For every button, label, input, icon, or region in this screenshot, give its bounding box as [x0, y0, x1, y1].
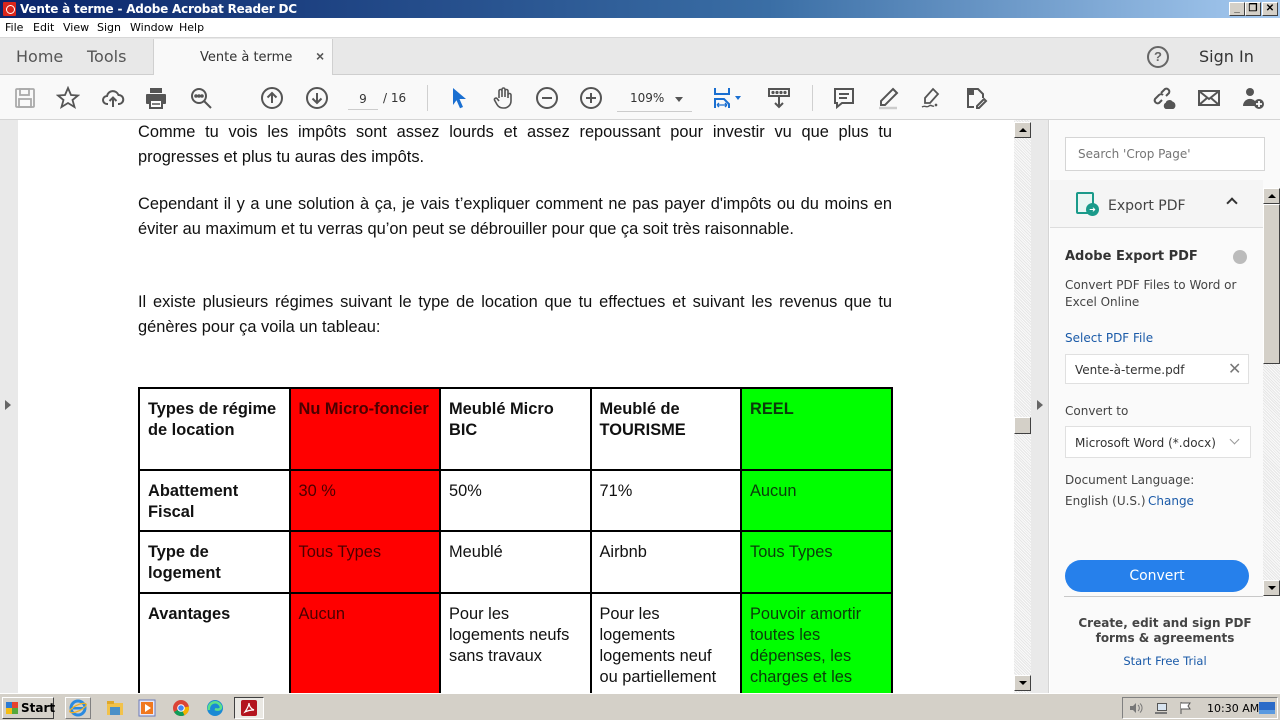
menu-sign[interactable]: Sign — [97, 21, 121, 34]
highlight-icon[interactable] — [875, 85, 901, 111]
menu-window[interactable]: Window — [130, 21, 174, 34]
promo-text: Create, edit and sign PDF — [1078, 616, 1252, 630]
promo-text: forms & agreements — [1095, 631, 1235, 645]
tab-home[interactable]: Home — [16, 47, 64, 66]
page-number-input[interactable] — [348, 88, 378, 110]
tab-tools[interactable]: Tools — [87, 47, 127, 66]
table-cell: Type de logement — [139, 531, 290, 593]
comment-icon[interactable] — [831, 85, 857, 111]
volume-icon[interactable] — [1129, 701, 1143, 715]
table-cell: Abattement Fiscal — [139, 470, 290, 531]
sign-in-button[interactable]: Sign In — [1199, 47, 1254, 66]
menu-view[interactable]: View — [63, 21, 90, 34]
table-cell: 30 % — [290, 470, 441, 531]
convert-button[interactable]: Convert — [1065, 560, 1249, 592]
select-pdf-file-link[interactable]: Select PDF File — [1065, 331, 1154, 345]
tools-pane — [1050, 120, 1280, 693]
table-cell: Airbnb — [591, 531, 742, 593]
table-cell: Tous Types — [741, 531, 892, 593]
zoom-level-value: 109% — [630, 91, 665, 105]
chrome-icon[interactable] — [168, 697, 194, 719]
start-button[interactable]: Start — [2, 697, 54, 719]
tools-pane-scrollbar[interactable] — [1263, 188, 1280, 596]
email-icon[interactable] — [1196, 85, 1222, 111]
window-title: Vente à terme - Adobe Acrobat Reader DC — [20, 2, 297, 16]
table-row — [139, 593, 892, 703]
tab-document[interactable] — [153, 39, 333, 76]
menu-file[interactable]: File — [5, 21, 24, 34]
scroll-down-button[interactable] — [1263, 580, 1280, 596]
bookmark-star-icon[interactable] — [55, 85, 81, 111]
menu-bar — [0, 18, 1280, 38]
expand-left-pane-icon[interactable] — [5, 400, 11, 410]
next-page-icon[interactable] — [304, 85, 330, 111]
section-title: Adobe Export PDF — [1065, 249, 1198, 264]
table-cell: Pour les logements logements neuf ou partiellement — [591, 593, 742, 703]
show-desktop-icon[interactable] — [1259, 701, 1275, 715]
chevron-up-icon[interactable] — [1226, 197, 1237, 208]
minimize-button[interactable]: _ — [1229, 2, 1245, 16]
table-cell: Pour les logements neufs sans travaux — [440, 593, 591, 703]
table-cell: Meublé de TOURISME — [591, 388, 742, 470]
hand-tool-icon[interactable] — [490, 85, 516, 111]
scroll-up-button[interactable] — [1263, 188, 1280, 204]
network-icon[interactable] — [1154, 701, 1168, 715]
print-icon[interactable] — [143, 85, 169, 111]
toolbar-divider — [427, 85, 428, 111]
change-language-link[interactable]: Change — [1148, 494, 1194, 508]
export-pdf-header[interactable] — [1050, 180, 1263, 228]
find-zoom-icon[interactable] — [188, 85, 214, 111]
clock[interactable]: 10:30 AM — [1207, 702, 1260, 715]
select-cursor-icon[interactable] — [446, 85, 472, 111]
edge-icon[interactable] — [202, 697, 228, 719]
section-description: Convert PDF Files to Word or Excel Online — [1065, 278, 1237, 309]
page-total: / 16 — [383, 91, 407, 105]
selected-file-name: Vente-à-terme.pdf — [1075, 363, 1185, 377]
scroll-up-button[interactable] — [1014, 122, 1031, 138]
acrobat-app-icon — [3, 2, 16, 16]
table-cell: Avantages — [139, 593, 290, 703]
close-tab-icon[interactable]: × — [316, 48, 325, 64]
windows-logo-icon — [6, 702, 18, 714]
pdf-page — [18, 120, 1014, 693]
table-cell: Tous Types — [290, 531, 441, 593]
acrobat-reader-taskbar-icon[interactable] — [234, 697, 264, 719]
tool-search-input[interactable] — [1065, 137, 1265, 171]
export-pdf-label: Export PDF — [1108, 198, 1186, 214]
action-center-flag-icon[interactable] — [1179, 701, 1193, 715]
help-icon[interactable]: ? — [1147, 46, 1169, 68]
zoom-out-icon[interactable] — [534, 85, 560, 111]
share-link-icon[interactable] — [1151, 85, 1177, 111]
document-tab-label: Vente à terme — [200, 50, 293, 65]
zoom-in-icon[interactable] — [578, 85, 604, 111]
table-cell: Pouvoir amortir toutes les dépenses, les charges et les — [741, 593, 892, 703]
add-user-icon[interactable] — [1240, 85, 1266, 111]
internet-explorer-icon[interactable] — [65, 697, 91, 719]
chevron-down-icon — [1230, 435, 1240, 445]
zoom-level-dropdown[interactable] — [617, 88, 692, 112]
document-viewer — [0, 120, 1034, 693]
media-player-icon[interactable] — [134, 697, 160, 719]
save-icon[interactable] — [12, 85, 38, 111]
left-pane-toggle[interactable] — [0, 120, 18, 693]
table-cell: Meublé Micro BIC — [440, 388, 591, 470]
scroll-mode-icon[interactable] — [766, 85, 792, 111]
document-language-label: Document Language: — [1065, 473, 1195, 487]
chevron-down-icon — [675, 97, 683, 102]
document-language-value: English (U.S.) — [1065, 494, 1146, 508]
close-window-button[interactable]: ✕ — [1262, 2, 1278, 16]
right-pane-toggle[interactable] — [1031, 120, 1049, 693]
info-cloud-icon[interactable] — [1233, 250, 1247, 264]
menu-edit[interactable]: Edit — [33, 21, 55, 34]
paragraph-1: Comme tu vois les impôts sont assez lourds et assez repoussant pour investir vu que plus tu progresses et plus tu auras des impôts. — [138, 123, 892, 166]
start-free-trial-link[interactable]: Start Free Trial — [1123, 654, 1207, 668]
clear-file-icon[interactable]: ✕ — [1228, 359, 1242, 378]
export-pdf-icon — [1076, 192, 1094, 214]
table-cell: 71% — [591, 470, 742, 531]
table-cell: Aucun — [290, 593, 441, 703]
restore-button[interactable]: ❐ — [1245, 2, 1261, 16]
previous-page-icon[interactable] — [259, 85, 285, 111]
promo-box — [1050, 616, 1280, 669]
document-scrollbar[interactable] — [1014, 120, 1031, 693]
collapse-right-pane-icon[interactable] — [1037, 400, 1043, 410]
file-explorer-icon[interactable] — [102, 697, 128, 719]
table-cell: Nu Micro-foncier — [290, 388, 441, 470]
scroll-down-button[interactable] — [1014, 675, 1031, 691]
table-cell: Types de régime de location — [139, 388, 290, 470]
paragraph-3: Il existe plusieurs régimes suivant le type de location que tu effectues et suivant les revenus que tu génères pour ça voila un tableau: — [138, 293, 892, 336]
format-value: Microsoft Word (*.docx) — [1075, 436, 1216, 450]
convert-to-label: Convert to — [1065, 404, 1129, 418]
paragraph-2: Cependant il y a une solution à ça, je vais t’expliquer comment ne pas payer d'impôts ou du moins en éviter au maximum et tu verras qu’on peut se débrouiller pour que ça soit très raisonnable. — [138, 195, 892, 238]
tab-row — [0, 38, 1280, 75]
menu-help[interactable]: Help — [179, 21, 205, 34]
scroll-thumb[interactable] — [1014, 417, 1031, 434]
divider — [1064, 596, 1263, 597]
selected-file-field[interactable] — [1065, 354, 1249, 384]
format-select[interactable] — [1065, 426, 1251, 458]
fill-sign-icon[interactable] — [918, 85, 944, 111]
system-tray — [1122, 697, 1278, 719]
table-cell: 50% — [440, 470, 591, 531]
regime-table — [138, 387, 893, 704]
taskbar — [0, 693, 1280, 720]
scroll-thumb[interactable] — [1263, 204, 1280, 364]
table-cell: Meublé — [440, 531, 591, 593]
toolbar-divider — [812, 85, 813, 111]
fit-page-icon[interactable] — [709, 85, 745, 111]
table-cell: Aucun — [741, 470, 892, 531]
table-cell: REEL — [741, 388, 892, 470]
table-row — [139, 470, 892, 531]
edit-pdf-icon[interactable] — [963, 85, 989, 111]
title-bar — [0, 0, 1280, 18]
upload-cloud-icon[interactable] — [100, 85, 126, 111]
table-row — [139, 388, 892, 470]
table-row — [139, 531, 892, 593]
toolbar — [0, 75, 1280, 120]
